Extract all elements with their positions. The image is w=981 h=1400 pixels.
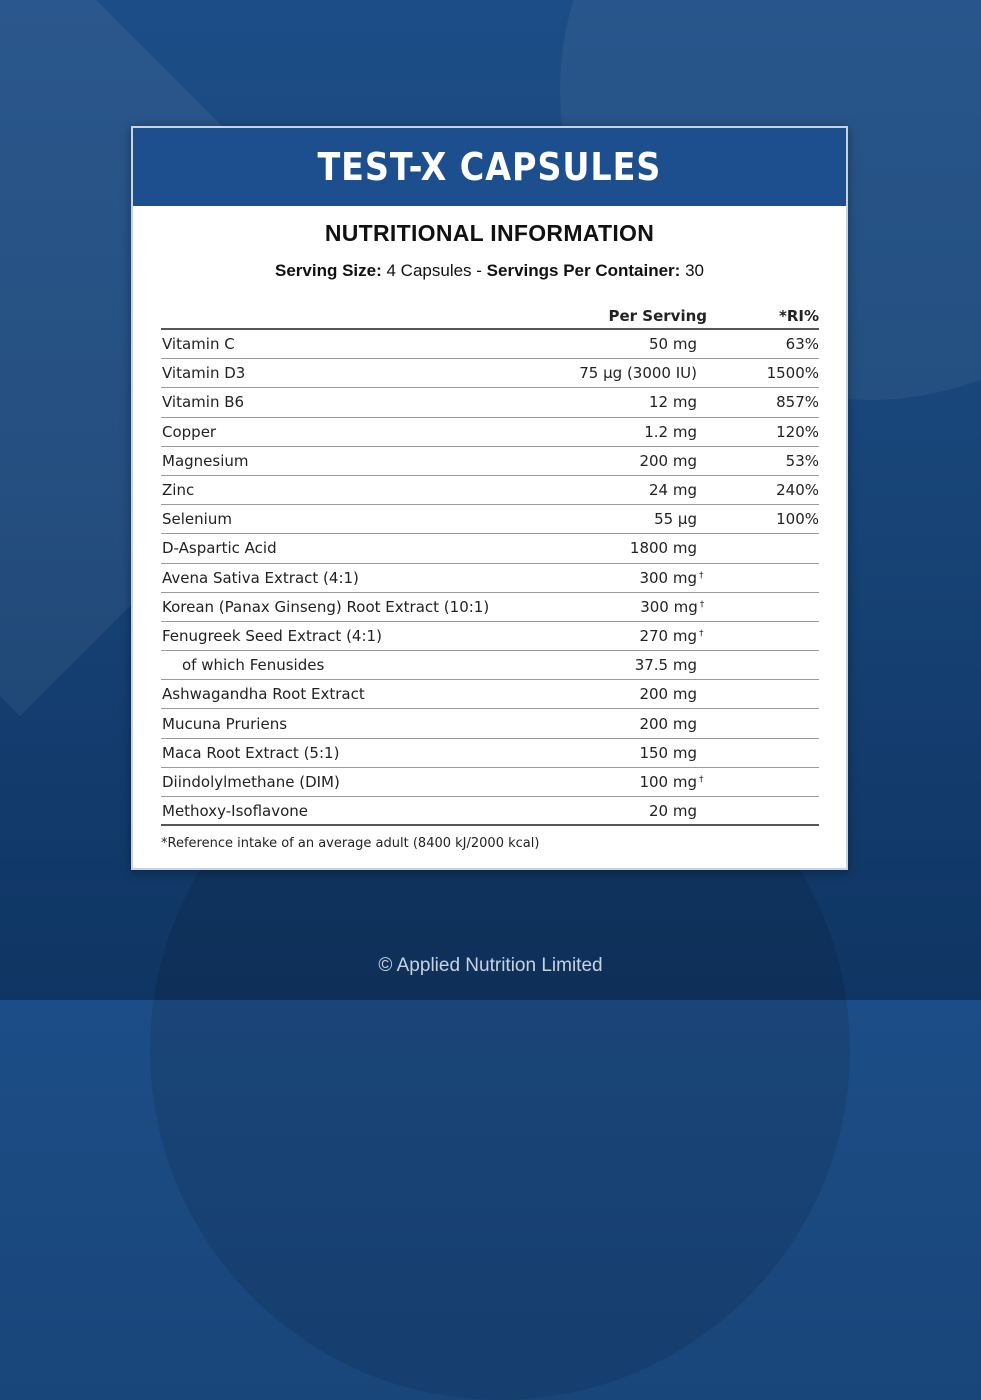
per-serving-amount: 300 mg <box>639 568 697 587</box>
per-serving-amount: 50 mg <box>649 335 697 354</box>
table-row <box>161 709 819 738</box>
per-serving-value <box>487 539 707 557</box>
per-serving-amount: 24 mg <box>649 481 697 500</box>
dagger-mark: † <box>699 599 705 610</box>
footnote: *Reference intake of an average adult (8400 kJ/2000 kcal) <box>161 836 540 851</box>
per-serving-amount: 200 mg <box>639 714 697 733</box>
servings-per-container-value: 30 <box>680 261 704 280</box>
per-serving-value <box>487 393 707 411</box>
section-title: NUTRITIONAL INFORMATION <box>324 220 655 246</box>
per-serving-value <box>487 744 707 762</box>
ri-percent: 100% <box>776 510 819 529</box>
table-row <box>161 388 819 417</box>
servings-per-container-label: Servings Per Container: <box>486 261 681 280</box>
table-body <box>161 330 819 826</box>
table-row <box>161 330 819 359</box>
per-serving-value <box>487 423 707 441</box>
dagger-mark: † <box>699 628 704 639</box>
per-serving-amount: 75 µg (3000 IU) <box>579 364 697 383</box>
per-serving-amount: 100 mg <box>639 772 697 791</box>
per-serving-value <box>487 802 707 820</box>
dagger-mark: † <box>699 570 704 581</box>
per-serving-value <box>487 627 707 645</box>
ri-percent: 1500% <box>766 364 819 383</box>
nutrient-name: Korean (Panax Ginseng) Root Extract (10:1) <box>162 597 490 616</box>
per-serving-amount: 55 µg <box>654 510 697 529</box>
per-serving-value <box>487 335 707 353</box>
per-serving-value <box>487 715 707 733</box>
per-serving-value <box>487 773 707 791</box>
nutrient-name: Vitamin B6 <box>162 393 245 412</box>
ri-percent: 240% <box>776 481 819 500</box>
serving-size-value: 4 Capsules - <box>381 261 487 280</box>
ri-percent: 63% <box>785 335 819 354</box>
copyright-text: © Applied Nutrition Limited <box>378 955 603 976</box>
per-serving-amount: 150 mg <box>639 743 697 762</box>
ri-percent: 53% <box>785 451 819 470</box>
header-ri: *RI% <box>778 307 819 325</box>
nutrient-name: Diindolylmethane (DIM) <box>162 772 340 791</box>
table-row <box>161 680 819 709</box>
dagger-mark: † <box>699 774 704 785</box>
nutrient-name: Ashwagandha Root Extract <box>162 685 365 704</box>
per-serving-value <box>487 364 707 382</box>
serving-size-label: Serving Size: <box>275 261 382 280</box>
per-serving-value <box>487 481 707 499</box>
nutrient-name: Mucuna Pruriens <box>162 714 288 733</box>
serving-info <box>133 261 846 281</box>
table-row <box>161 505 819 534</box>
nutrition-table <box>161 304 819 826</box>
card-header <box>133 128 846 206</box>
table-row <box>161 797 819 826</box>
per-serving-amount: 1800 mg <box>629 539 697 558</box>
header-per-serving: Per Serving <box>608 307 707 325</box>
per-serving-amount: 37.5 mg <box>634 656 697 675</box>
per-serving-amount: 12 mg <box>649 393 697 412</box>
per-serving-amount: 300 mg <box>640 597 698 616</box>
per-serving-amount: 200 mg <box>639 451 697 470</box>
table-row <box>161 651 819 680</box>
per-serving-amount: 20 mg <box>649 801 697 820</box>
nutrient-name: Copper <box>162 422 217 441</box>
nutrient-name: Zinc <box>162 481 195 500</box>
nutrient-name: Vitamin C <box>162 335 235 354</box>
per-serving-value <box>487 685 707 703</box>
per-serving-value <box>487 510 707 528</box>
ri-percent: 857% <box>776 393 819 412</box>
table-row <box>161 739 819 768</box>
per-serving-amount: 200 mg <box>639 685 697 704</box>
nutrient-name: Magnesium <box>162 451 249 470</box>
table-row <box>161 564 819 593</box>
table-row <box>161 593 819 622</box>
table-row <box>161 476 819 505</box>
nutrient-name: Maca Root Extract (5:1) <box>162 743 340 762</box>
per-serving-value <box>487 656 707 674</box>
table-row <box>161 622 819 651</box>
per-serving-amount: 270 mg <box>639 626 697 645</box>
nutrient-name: Methoxy-Isoflavone <box>162 801 309 820</box>
nutrition-label-card <box>131 126 848 870</box>
table-row <box>161 418 819 447</box>
per-serving-amount: 1.2 mg <box>644 422 697 441</box>
nutrient-name: of which Fenusides <box>182 656 325 675</box>
per-serving-value <box>489 598 708 616</box>
table-row <box>161 359 819 388</box>
nutrient-name: D-Aspartic Acid <box>162 539 277 558</box>
nutrient-name: Selenium <box>162 510 232 529</box>
per-serving-value <box>487 569 707 587</box>
table-row <box>161 447 819 476</box>
ri-percent: 120% <box>776 422 819 441</box>
nutrient-name: Fenugreek Seed Extract (4:1) <box>162 626 382 645</box>
product-title: TEST-X CAPSULES <box>317 145 662 189</box>
table-row <box>161 768 819 797</box>
table-row <box>161 534 819 563</box>
nutrient-name: Avena Sativa Extract (4:1) <box>162 568 359 587</box>
per-serving-value <box>487 452 707 470</box>
table-header-row <box>161 304 819 330</box>
nutrient-name: Vitamin D3 <box>162 364 246 383</box>
